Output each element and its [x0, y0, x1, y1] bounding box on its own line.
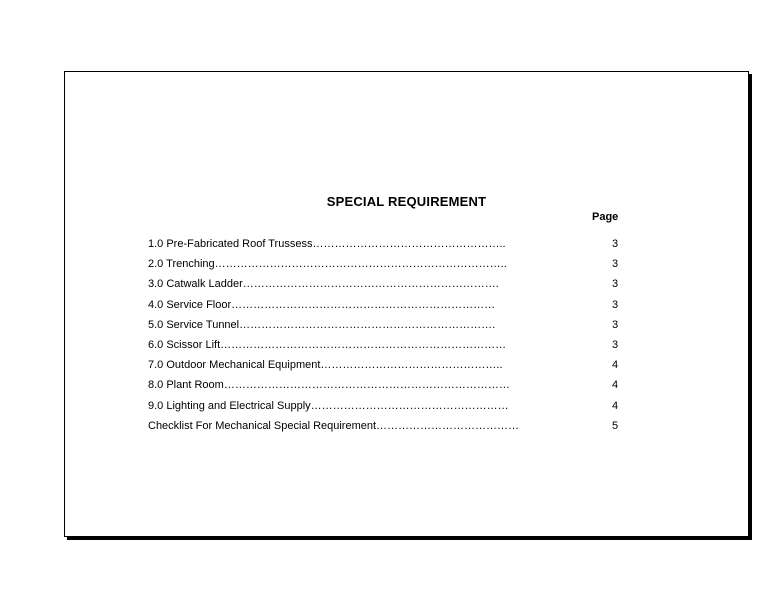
toc-entry-page: 4	[611, 359, 619, 372]
table-of-contents	[148, 237, 668, 439]
toc-entry-page: 3	[611, 338, 619, 351]
toc-entry	[148, 399, 668, 419]
toc-entry	[148, 378, 668, 398]
toc-entry	[148, 358, 668, 378]
toc-entry-text: 7.0 Outdoor Mechanical Equipment…………………………………………..	[148, 359, 503, 372]
toc-entry	[148, 338, 668, 358]
toc-entry	[148, 419, 668, 439]
toc-entry-text: 1.0 Pre-Fabricated Roof Trussess……………………………………………..	[148, 238, 506, 250]
toc-entry	[148, 298, 668, 318]
document-title: SPECIAL REQUIREMENT	[326, 194, 487, 209]
toc-entry-page: 3	[611, 278, 619, 291]
toc-entry-text: 3.0 Catwalk Ladder…………………………………………………………….	[148, 278, 499, 291]
toc-entry-text: 6.0 Scissor Lift……………………………………………………………………	[148, 338, 507, 351]
toc-entry	[148, 318, 668, 338]
toc-entry	[148, 257, 668, 277]
toc-entry	[148, 237, 668, 257]
toc-entry-text: 9.0 Lighting and Electrical Supply………………………………………………	[148, 399, 509, 412]
page-column-header: Page	[592, 211, 619, 223]
toc-entry-page: 3	[611, 318, 619, 331]
toc-entry-page: 3	[611, 298, 619, 311]
toc-entry-text: Checklist For Mechanical Special Requirement…………………………………	[148, 419, 520, 432]
toc-entry-page: 3	[611, 258, 619, 271]
toc-entry-page: 4	[611, 379, 619, 392]
toc-entry-text: 2.0 Trenching……………………………………………………………………..	[148, 258, 507, 271]
document-page	[64, 71, 749, 537]
toc-entry-page: 3	[611, 238, 619, 250]
toc-entry-text: 4.0 Service Floor………………………………………………………………	[148, 298, 496, 311]
toc-entry-text: 5.0 Service Tunnel…………………………………………………………….	[148, 318, 496, 331]
toc-entry	[148, 277, 668, 297]
toc-entry-page: 4	[611, 399, 619, 412]
toc-entry-text: 8.0 Plant Room……………………………………………………………………	[148, 379, 510, 392]
toc-entry-page: 5	[611, 419, 619, 432]
